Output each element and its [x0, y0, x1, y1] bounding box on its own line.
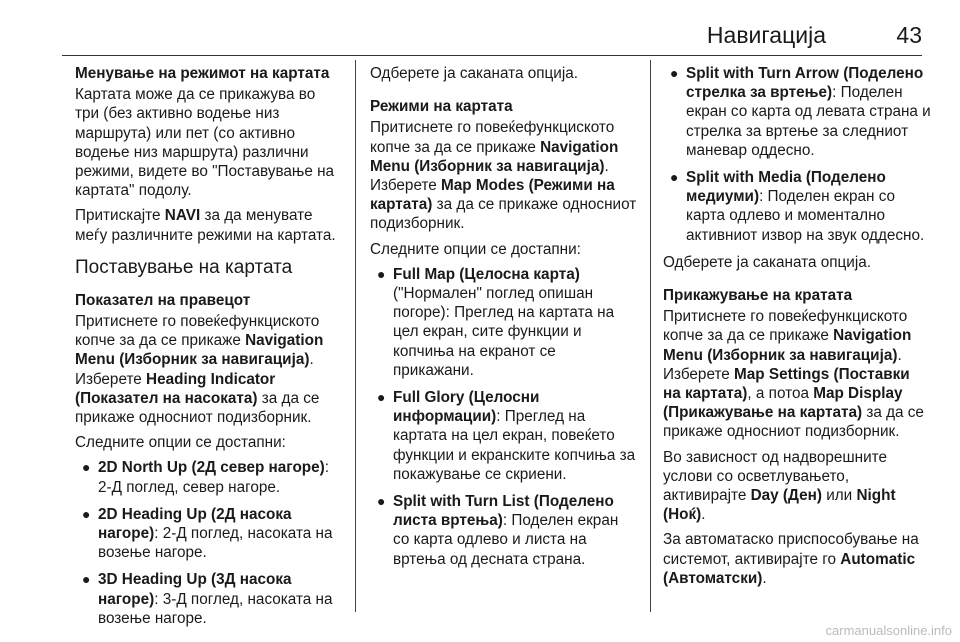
column-3 [663, 64, 931, 594]
list-item: ● Full Glory (Целосни информации): Преглед на картата на цел екран, повеќето функции и екранските копчиња за покажување се скриени. [377, 389, 636, 483]
bullet-icon: ● [670, 169, 679, 186]
page-number: 43 [896, 22, 922, 48]
paragraph: Притиснете го повеќефункциското копче за да се прикаже Navigation Menu (Изборник за навигација). Изберете Map Settings (Поставки на картата), а потоа Map Display (Прикажување на картата) за да се прикаже односниот подизборник. [663, 308, 924, 441]
page-header [62, 16, 922, 56]
list-item: ● Split with Turn Arrow (Поделено стрелка за вртење): Поделен екран со карта од левата страна и стрелка за вртење за следниот маневар оддесно. [670, 65, 931, 159]
column-divider [650, 60, 651, 612]
bullet-icon: ● [377, 493, 386, 510]
list-item: ● 2D North Up (2Д север нагоре): 2-Д поглед, север нагоре. [82, 459, 329, 496]
column-2 [370, 64, 638, 577]
heading-indicator: Показател на правецот [75, 291, 251, 309]
bullet-icon: ● [670, 65, 679, 81]
column-1 [75, 64, 343, 636]
paragraph: Во зависност од надворешните услови со осветлувањето, активирајте Day (Ден) или Night (Ноќ). [663, 448, 896, 524]
heading-switch-map-mode: Менување на режимот на картата [75, 65, 330, 82]
paragraph: Притиснете го повеќефункциското копче за да се прикаже Navigation Menu (Изборник за навигација). Изберете Map Modes (Режими на картата) за да се прикаже односниот подизборник. [370, 119, 637, 233]
options-list [75, 458, 343, 628]
bullet-icon: ● [377, 265, 386, 282]
list-item: ● Full Map (Целосна карта) ("Нормален" поглед опишан погоре): Преглед на картата на цел екран, сите функции и копчиња на екранот се прикажани. [377, 265, 615, 379]
bullet-icon: ● [82, 505, 91, 522]
page-title: Навигација [706, 22, 826, 48]
options-list [370, 265, 638, 569]
bullet-icon: ● [82, 571, 91, 588]
list-item: ● 2D Heading Up (2Д насока нагоре): 2-Д поглед, насоката на возење нагоре. [82, 505, 333, 562]
heading-map-setup: Поставување на картата [75, 256, 293, 278]
header-rule [62, 55, 922, 56]
list-item: ● 3D Heading Up (3Д насока нагоре): 3-Д поглед, насоката на возење нагоре. [82, 571, 333, 627]
paragraph: Следните опции се достапни: [75, 434, 286, 452]
paragraph: Притискајте NAVI за да менувате меѓу различните режими на картата. [75, 207, 336, 244]
paragraph: Следните опции се достапни: [370, 240, 581, 258]
watermark: carmanualsonline.info [825, 623, 952, 638]
paragraph: Притиснете го повеќефункциското копче за да се прикаже Navigation Menu (Изборник за навигација). Изберете Heading Indicator (Показател на насоката) за да се прикаже односниот подизборник. [75, 313, 324, 427]
options-list [663, 64, 931, 245]
paragraph: Одберете ја саканата опција. [370, 65, 578, 82]
list-item: ● Split with Turn List (Поделено листа вртења): Поделен екран со карта одлево и листа на вртења од десната страна. [377, 493, 619, 568]
bullet-icon: ● [82, 459, 91, 476]
paragraph: За автоматаско приспособување на системот, активирајте го Automatic (Автоматски). [663, 531, 919, 587]
paragraph: Картата може да се прикажува во три (без активно водење низ маршрута) или пет (со активно водење низ маршрута) различни режими, видете во "Поставување на картата" подолу. [75, 86, 335, 200]
heading-map-display: Прикажување на кратата [663, 287, 853, 305]
list-item: ● Split with Media (Поделено медиуми): Поделен екран со карта одлево и моментално активниот извор на звук оддесно. [670, 169, 925, 244]
column-divider [355, 60, 356, 612]
bullet-icon: ● [377, 389, 386, 406]
paragraph: Одберете ја саканата опција. [663, 253, 871, 271]
heading-map-modes: Режими на картата [370, 98, 513, 116]
